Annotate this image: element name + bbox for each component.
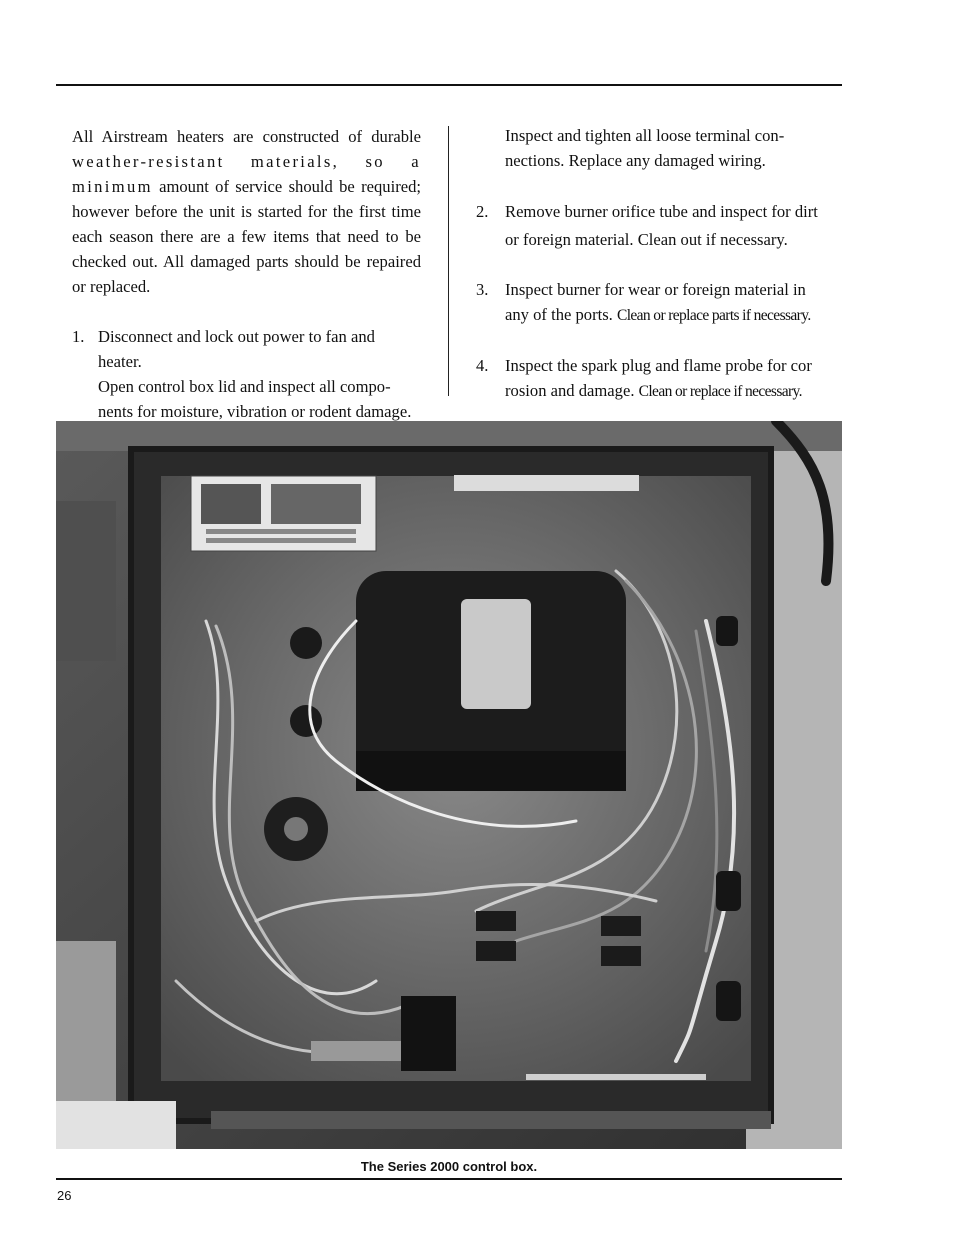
step-number: 3. (476, 280, 489, 299)
left-column (72, 124, 421, 424)
step-line: Disconnect and lock out power to fan and heater. (98, 327, 375, 371)
step-line: Inspect the spark plug and flame probe for cor (505, 356, 812, 375)
control-box-photo (56, 421, 842, 1149)
step-line: nents for moisture, vibration or rodent damage. (98, 402, 412, 421)
intro-line: season there are a few items that need to be (109, 227, 421, 246)
step-2 (476, 198, 836, 254)
intro-line: weather-resistant materials, so a minimum (72, 152, 421, 196)
footer-rule (56, 1178, 842, 1180)
step-line: or foreign material. Clean out if necessary. (505, 230, 788, 249)
header-rule (56, 84, 842, 86)
step-line: Clean or replace parts if necessary. (617, 307, 811, 324)
step-number: 4. (476, 356, 489, 375)
step-line: Inspect burner for wear or foreign material in (505, 280, 806, 299)
step-line: nections. Replace any damaged wiring. (505, 151, 766, 170)
step-1 (72, 324, 421, 424)
figure-caption: The Series 2000 control box. (360, 1159, 538, 1174)
intro-line: before the unit is started for the first time each (72, 202, 421, 246)
intro-line: or replaced. (72, 277, 151, 296)
step-number: 2. (476, 202, 489, 221)
step-number: 1. (72, 327, 85, 346)
intro-line: amount of service should be required; however (72, 177, 421, 221)
step-line: any of the ports. (505, 305, 613, 324)
step-line: Clean or replace if necessary. (638, 383, 802, 400)
step-line-composite (505, 378, 836, 404)
step-line: rosion and damage. (505, 381, 635, 400)
step-line: Inspect and tighten all loose terminal con- (505, 126, 785, 145)
intro-line: checked out. All damaged parts should be repaired (72, 252, 421, 271)
step-4 (476, 353, 836, 404)
step-3 (476, 277, 836, 328)
intro-line: All Airstream heaters are constructed of durable (72, 127, 421, 146)
step-line-composite (505, 302, 836, 328)
right-column (476, 123, 836, 404)
step-1-continuation (505, 123, 836, 173)
column-divider (448, 126, 449, 396)
step-line: Open control box lid and inspect all compo- (98, 377, 391, 396)
step-line: Remove burner orifice tube and inspect for dirt (505, 202, 818, 221)
intro-paragraph (72, 124, 421, 299)
page-number: 26 (57, 1188, 72, 1203)
